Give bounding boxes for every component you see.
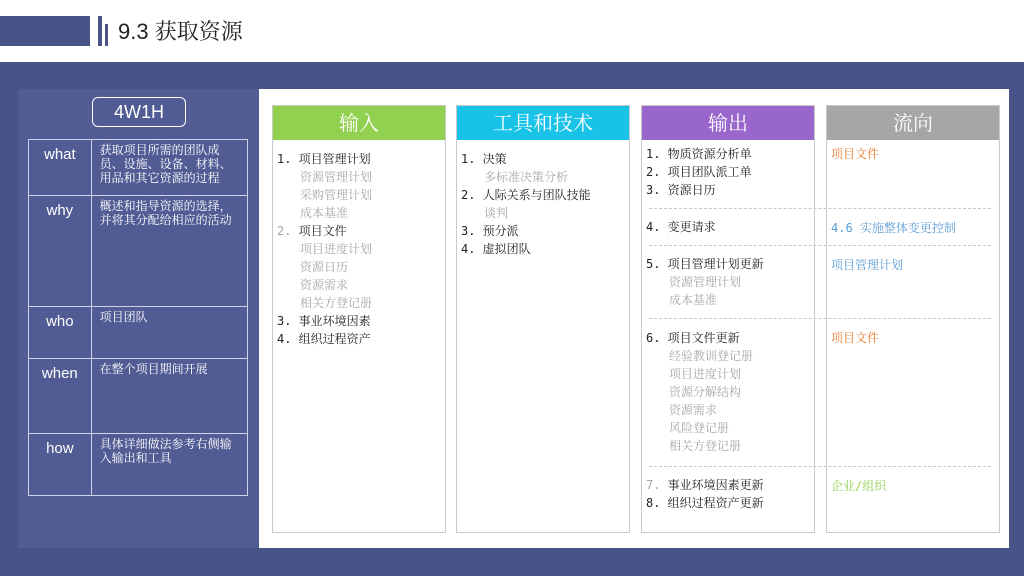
flow-item-3: 项目管理计划 xyxy=(831,258,904,272)
row-separator xyxy=(649,245,991,246)
output-item-2: 2. 项目团队派工单 xyxy=(646,165,752,179)
row-separator xyxy=(649,466,991,467)
4w1h-table xyxy=(28,139,248,496)
4w1h-row-how xyxy=(29,434,248,496)
row-value: 具体详细做法参考右侧输入输出和工具 xyxy=(91,434,247,496)
input-sub-item: 成本基准 xyxy=(300,206,349,220)
row-key: why xyxy=(29,196,92,307)
output-sub-item: 相关方登记册 xyxy=(669,439,742,453)
flow-item-4: 项目文件 xyxy=(831,331,880,345)
output-item-5: 5. 项目管理计划更新 xyxy=(646,257,764,271)
tool-item-1: 1. 决策 xyxy=(461,152,507,166)
output-sub-item: 风险登记册 xyxy=(669,421,730,435)
flow-item-2: 4.6 实施整体变更控制 xyxy=(831,221,956,235)
tool-item-3: 3. 预分派 xyxy=(461,224,519,238)
input-sub-item: 资源管理计划 xyxy=(300,170,373,184)
tool-sub-item: 谈判 xyxy=(484,206,509,220)
4w1h-row-who xyxy=(29,307,248,359)
4w1h-panel xyxy=(18,89,259,548)
row-value: 概述和指导资源的选择，并将其分配给相应的活动 xyxy=(91,196,247,307)
output-sub-item: 成本基准 xyxy=(669,293,718,307)
input-item-number: 2. xyxy=(277,224,292,238)
4w1h-row-what xyxy=(29,140,248,196)
page-title: 9.3 获取资源 xyxy=(118,19,243,44)
output-item-8: 8. 组织过程资产更新 xyxy=(646,496,764,510)
row-value: 在整个项目期间开展 xyxy=(91,359,247,434)
input-sub-item: 项目进度计划 xyxy=(300,242,373,256)
4w1h-row-when xyxy=(29,359,248,434)
4w1h-badge: 4W1H xyxy=(92,97,186,127)
input-item-text: 项目文件 xyxy=(291,224,347,238)
output-sub-item: 资源分解结构 xyxy=(669,385,742,399)
input-sub-item: 资源需求 xyxy=(300,278,349,292)
inputs-header: 输入 xyxy=(273,106,445,140)
outputs-header: 输出 xyxy=(642,106,814,140)
output-item-number: 7. xyxy=(646,478,661,492)
tool-item-4: 4. 虚拟团队 xyxy=(461,242,531,256)
input-sub-item: 采购管理计划 xyxy=(300,188,373,202)
tool-item-2: 2. 人际关系与团队技能 xyxy=(461,188,591,202)
row-key: how xyxy=(29,434,92,496)
header-divider-thick xyxy=(98,16,102,46)
output-item-4: 4. 变更请求 xyxy=(646,220,716,234)
output-sub-item: 经验教训登记册 xyxy=(669,349,754,363)
row-key: what xyxy=(29,140,92,196)
output-item-text: 事业环境因素更新 xyxy=(660,478,764,492)
output-item-1: 1. 物质资源分析单 xyxy=(646,147,752,161)
input-item-3: 3. 事业环境因素 xyxy=(277,314,371,328)
tools-column xyxy=(456,105,630,533)
inputs-column xyxy=(272,105,446,533)
outputs-column xyxy=(641,105,815,533)
header-divider-thin xyxy=(105,24,108,46)
input-item-1: 1. 项目管理计划 xyxy=(277,152,371,166)
tools-header: 工具和技术 xyxy=(457,106,629,140)
tool-sub-item: 多标准决策分析 xyxy=(484,170,569,184)
content-panel xyxy=(259,89,1009,548)
row-value: 项目团队 xyxy=(91,307,247,359)
output-item-7 xyxy=(646,476,764,494)
row-separator xyxy=(649,318,991,319)
input-sub-item: 资源日历 xyxy=(300,260,349,274)
4w1h-row-why xyxy=(29,196,248,307)
row-separator xyxy=(649,208,991,209)
output-item-3: 3. 资源日历 xyxy=(646,183,716,197)
input-item-2 xyxy=(277,222,347,240)
flow-item-5: 企业/组织 xyxy=(831,479,887,493)
row-value: 获取项目所需的团队成员、设施、设备、材料、用品和其它资源的过程 xyxy=(91,140,247,196)
output-sub-item: 资源需求 xyxy=(669,403,718,417)
input-sub-item: 相关方登记册 xyxy=(300,296,373,310)
flow-column xyxy=(826,105,1000,533)
output-sub-item: 项目进度计划 xyxy=(669,367,742,381)
row-key: when xyxy=(29,359,92,434)
flow-item-1: 项目文件 xyxy=(831,147,880,161)
flow-header: 流向 xyxy=(827,106,999,140)
row-key: who xyxy=(29,307,92,359)
input-item-4: 4. 组织过程资产 xyxy=(277,332,371,346)
output-sub-item: 资源管理计划 xyxy=(669,275,742,289)
output-item-6: 6. 项目文件更新 xyxy=(646,331,740,345)
header-accent-bar xyxy=(0,16,90,46)
